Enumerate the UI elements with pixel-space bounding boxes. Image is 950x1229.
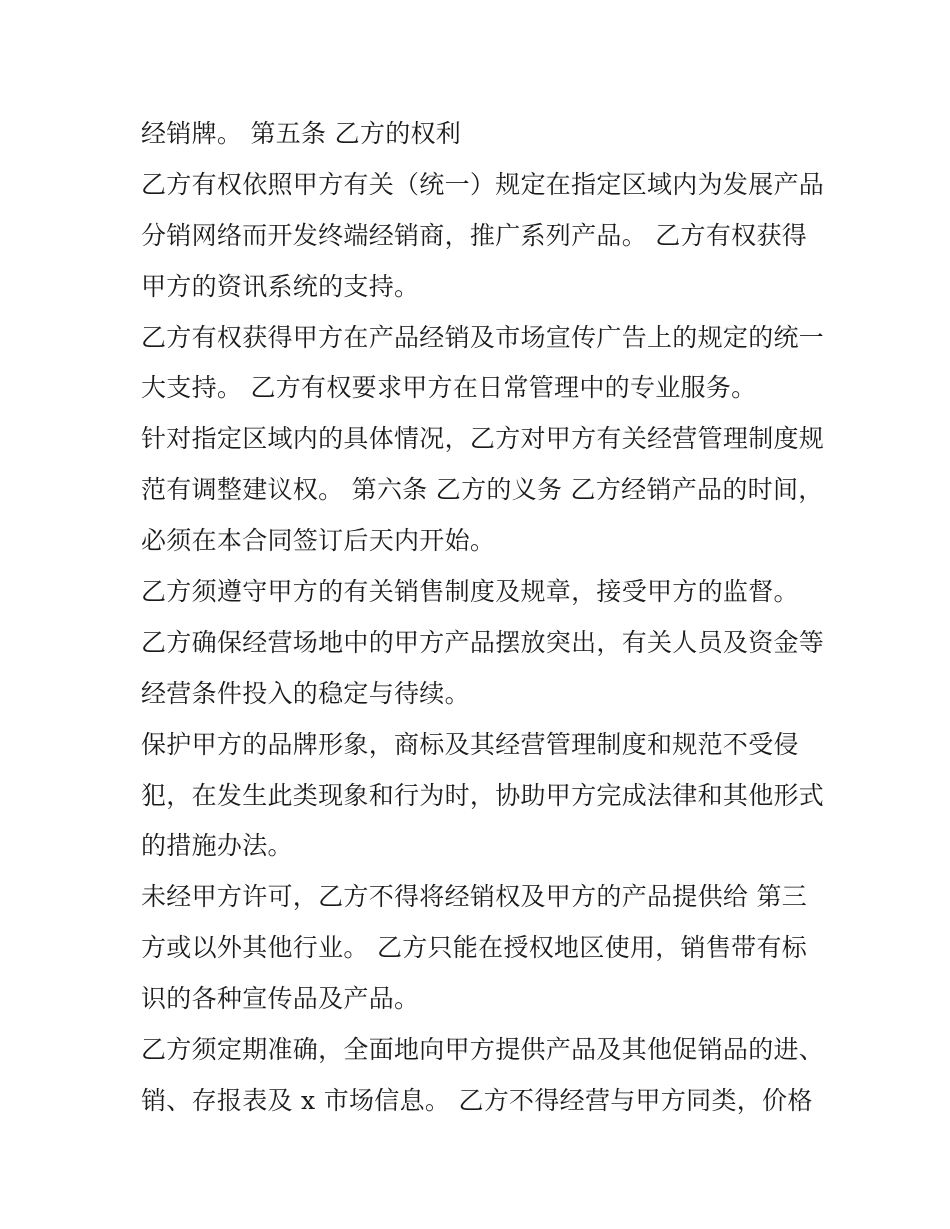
text-line: 乙方确保经营场地中的甲方产品摆放突出，有关人员及资金等	[141, 627, 825, 657]
text-line: 乙方须遵守甲方的有关销售制度及规章，接受甲方的监督。	[141, 577, 799, 607]
text-line: 未经甲方许可，乙方不得将经销权及甲方的产品提供给 第三	[141, 882, 808, 912]
text-line: 大支持。 乙方有权要求甲方在日常管理中的专业服务。	[141, 373, 757, 403]
text-line: 甲方的资讯系统的支持。	[141, 271, 420, 301]
text-line: 经营条件投入的稳定与待续。	[141, 678, 470, 708]
text-line: 识的各种宣传品及产品。	[141, 984, 420, 1014]
text-line: 范有调整建议权。 第六条 乙方的义务 乙方经销产品的时间，	[141, 475, 824, 505]
text-line: 保护甲方的品牌形象，商标及其经营管理制度和规范不受侵	[141, 729, 799, 759]
text-line: 方或以外其他行业。 乙方只能在授权地区使用，销售带有标	[141, 933, 808, 963]
text-line: 针对指定区域内的具体情况，乙方对甲方有关经营管理制度规	[141, 424, 825, 454]
text-line: 的措施办法。	[141, 831, 293, 861]
text-line: 销、存报表及 x 市场信息。 乙方不得经营与甲方同类，价格	[141, 1085, 813, 1115]
text-line: 分销网络而开发终端经销商，推广系列产品。 乙方有权获得	[141, 220, 808, 250]
text-line: 乙方有权依照甲方有关（统一）规定在指定区域内为发展产品	[141, 169, 825, 199]
contract-text	[141, 109, 825, 1127]
text-line: 犯，在发生此类现象和行为时，协助甲方完成法律和其他形式	[141, 780, 825, 810]
text-line: 乙方须定期准确，全面地向甲方提供产品及其他促销品的进、	[141, 1035, 825, 1065]
text-line: 经销牌。 第五条 乙方的权利	[141, 119, 462, 148]
text-line: 必须在本合同签订后天内开始。	[141, 526, 496, 556]
text-line: 乙方有权获得甲方在产品经销及市场宣传广告上的规定的统一	[141, 322, 825, 352]
